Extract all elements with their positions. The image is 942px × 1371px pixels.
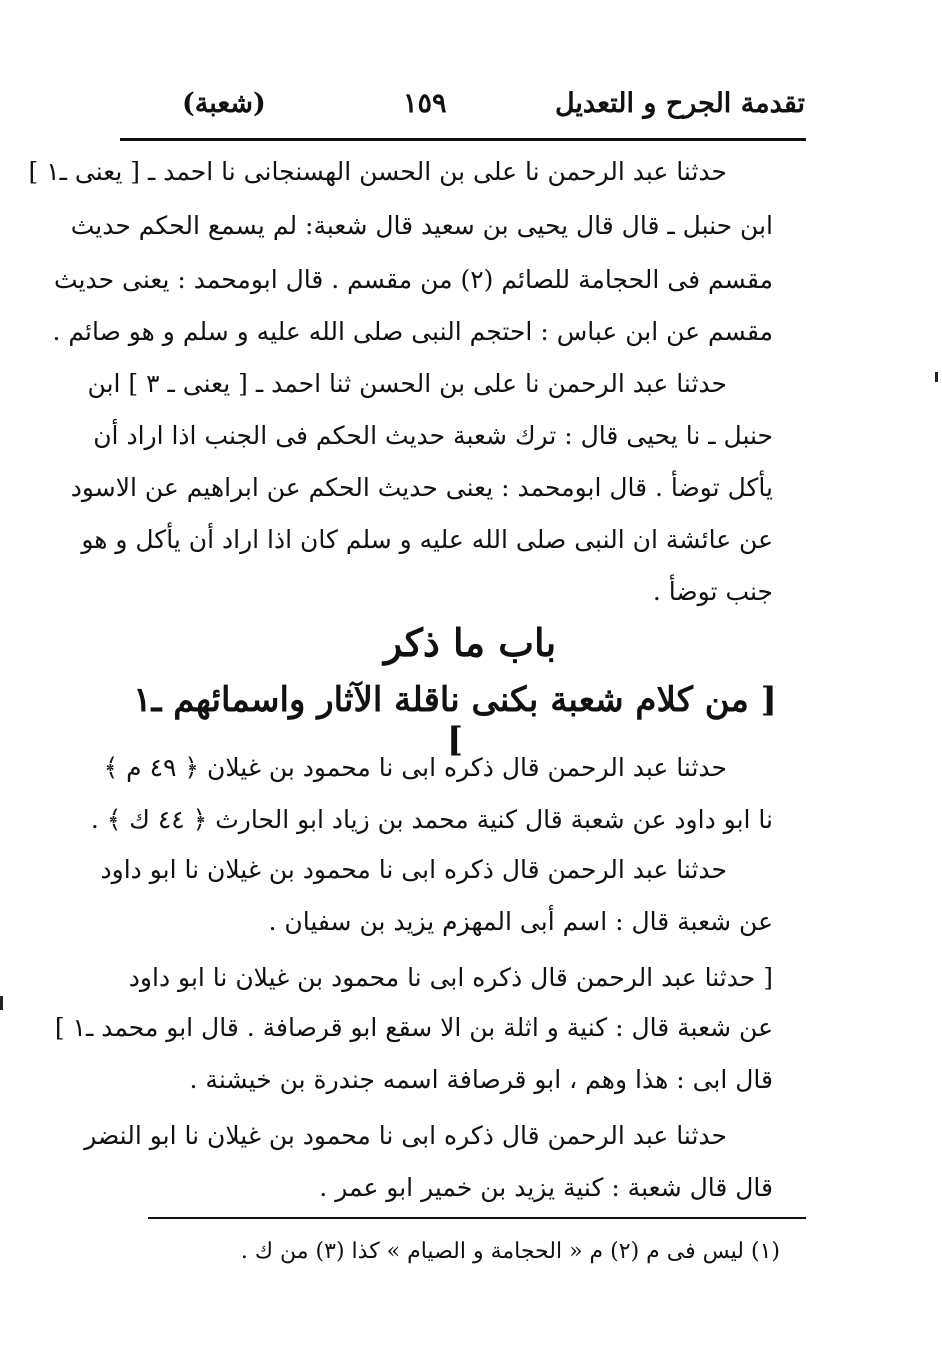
margin-mark: [935, 372, 938, 382]
text-line: حدثنا عبد الرحمن نا على بن الحسن الهسنجانى نا احمد ـ [ يعنى ـ١ ]: [28, 157, 727, 186]
text-line: حدثنا عبد الرحمن قال ذكره ابى نا محمود بن غيلان نا ابو النضر: [84, 1121, 727, 1150]
text-line: مقسم فى الحجامة للصائم (٢) من مقسم . قال ابومحمد : يعنى حديث: [53, 265, 773, 294]
running-header: [120, 88, 805, 132]
text-line: عن شعبة قال : اسم أبى المهزم يزيد بن سفيان .: [268, 907, 773, 936]
chapter-title: باب ما ذكر: [383, 620, 557, 665]
header-rule: [120, 138, 806, 141]
text-line: يأكل توضأ . قال ابومحمد : يعنى حديث الحكم عن ابراهيم عن الاسود: [70, 473, 773, 502]
text-line: حدثنا عبد الرحمن نا على بن الحسن ثنا احمد ـ [ يعنى ـ ٣ ] ابن: [87, 369, 727, 398]
header-section: (شعبة): [182, 88, 266, 119]
page-number: ١٥٩: [403, 88, 447, 119]
text-line: حدثنا عبد الرحمن قال ذكره ابى نا محمود بن غيلان ﴿ ٤٩ م ﴾: [103, 753, 727, 782]
text-line: مقسم عن ابن عباس : احتجم النبى صلى الله عليه و سلم و هو صائم .: [52, 317, 773, 346]
text-line: ابن حنبل ـ قال قال يحيى بن سعيد قال شعبة: لم يسمع الحكم حديث: [70, 211, 773, 240]
text-line: قال قال شعبة : كنية يزيد بن خمير ابو عمر .: [319, 1173, 773, 1202]
text-line: عن شعبة قال : كنية و اثلة بن الا سقع ابو قرصافة . قال ابو محمد ـ١ ]: [54, 1013, 773, 1042]
chapter-subtitle: [ من كلام شعبة بكنى ناقلة الآثار واسمائهم ـ١ ]: [133, 680, 777, 760]
margin-mark: [0, 996, 3, 1010]
text-line: نا ابو داود عن شعبة قال كنية محمد بن زياد ابو الحارث ﴿ ٤٤ ك ﴾ .: [90, 805, 773, 834]
footnote: (١) ليس فى م (٢) م « الحجامة و الصيام » كذا (٣) من ك .: [240, 1239, 780, 1264]
text-line: قال ابى : هذا وهم ، ابو قرصافة اسمه جندرة بن خيشنة .: [189, 1065, 773, 1094]
header-title: تقدمة الجرح و التعديل: [554, 88, 805, 119]
text-line: جنب توضأ .: [652, 577, 773, 606]
text-line: حنبل ـ نا يحيى قال : ترك شعبة حديث الحكم فى الجنب اذا اراد أن: [93, 421, 773, 450]
footnote-rule: [148, 1217, 806, 1219]
text-line: [ حدثنا عبد الرحمن قال ذكره ابى نا محمود بن غيلان نا ابو داود: [128, 963, 773, 992]
text-line: عن عائشة ان النبى صلى الله عليه و سلم كان اذا اراد أن يأكل و هو: [81, 525, 773, 554]
text-line: حدثنا عبد الرحمن قال ذكره ابى نا محمود بن غيلان نا ابو داود: [100, 855, 727, 884]
